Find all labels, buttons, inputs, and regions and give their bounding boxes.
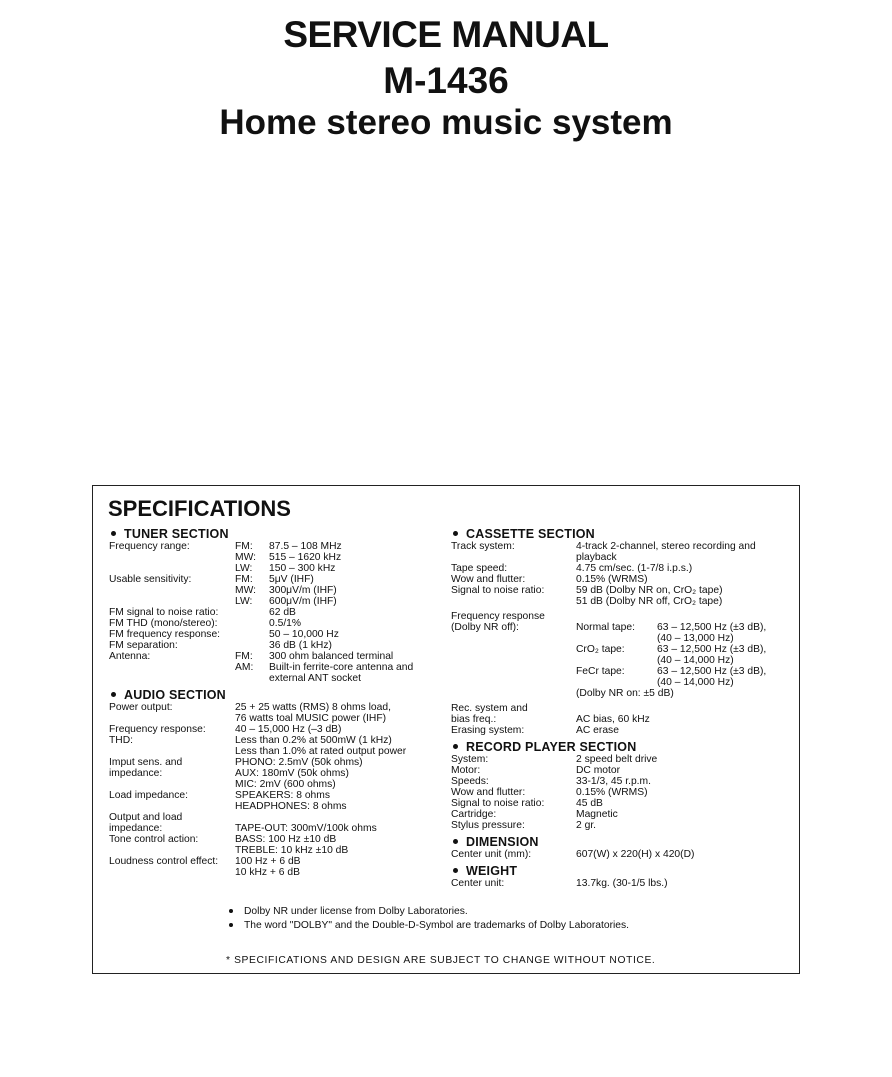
spec-row	[451, 878, 791, 889]
spec-sublabel: MW:	[235, 585, 256, 596]
spec-row	[109, 845, 439, 856]
frequency-response-list	[451, 622, 791, 688]
model-number: M-1436	[383, 60, 509, 101]
spec-row	[109, 552, 439, 563]
spec-value: playback	[576, 552, 617, 563]
spec-label: System:	[451, 754, 489, 765]
spec-label: Center unit:	[451, 878, 505, 889]
spec-row	[109, 651, 439, 662]
spec-row	[451, 655, 791, 666]
spec-label: FM frequency response:	[109, 629, 221, 640]
spec-row	[109, 673, 439, 684]
spec-label: Antenna:	[109, 651, 151, 662]
spec-row	[109, 618, 439, 629]
bullet-icon	[453, 744, 458, 749]
spec-value: 59 dB (Dolby NR on, CrO₂ tape)	[576, 585, 723, 596]
spec-value	[235, 812, 439, 823]
spec-row	[109, 823, 439, 834]
spec-value: 0.15% (WRMS)	[576, 574, 648, 585]
spec-label	[109, 779, 235, 790]
spec-label	[109, 662, 235, 673]
bullet-icon	[453, 531, 458, 536]
spec-value: 607(W) x 220(H) x 420(D)	[576, 849, 695, 860]
spec-value: SPEAKERS: 8 ohms	[235, 790, 330, 801]
spec-value: Magnetic	[576, 809, 618, 820]
tape-type-label: FeCr tape:	[576, 666, 625, 677]
spec-sublabel: MW:	[235, 552, 256, 563]
tape-type-label: CrO₂ tape:	[576, 644, 625, 655]
spec-value: 5μV (IHF)	[269, 574, 314, 585]
spec-row	[451, 585, 791, 596]
spec-row	[109, 724, 439, 735]
spec-value: 62 dB	[269, 607, 296, 618]
spec-row	[109, 541, 439, 552]
spec-label	[109, 585, 235, 596]
spec-row	[451, 776, 791, 787]
spec-row	[109, 563, 439, 574]
audio-section-heading: AUDIO SECTION	[109, 688, 439, 702]
weight-section-heading: WEIGHT	[451, 864, 791, 878]
spec-row	[451, 677, 791, 688]
spec-label: THD:	[109, 735, 134, 746]
tape-type-label: Normal tape:	[576, 622, 635, 633]
right-column	[451, 527, 791, 889]
spec-sublabel: LW:	[235, 563, 253, 574]
spec-row	[451, 541, 791, 552]
spec-label: Wow and flutter:	[451, 574, 526, 585]
spec-value: 4-track 2-channel, stereo recording and	[576, 541, 756, 552]
spec-row	[109, 574, 439, 585]
spec-label: Signal to noise ratio:	[451, 585, 545, 596]
spec-value: PHONO: 2.5mV (50k ohms)	[235, 757, 363, 768]
bullet-icon	[111, 692, 116, 697]
spec-row	[451, 688, 791, 699]
spec-value: external ANT socket	[269, 673, 361, 684]
spec-row	[451, 754, 791, 765]
spec-label	[109, 552, 235, 563]
spec-label	[109, 746, 235, 757]
spec-value: Less than 1.0% at rated output power	[235, 746, 407, 757]
record-player-section-heading: RECORD PLAYER SECTION	[451, 740, 791, 754]
spec-value: 300 ohm balanced terminal	[269, 651, 394, 662]
spec-label: Loudness control effect:	[109, 856, 219, 867]
spec-value: Built-in ferrite-core antenna and	[269, 662, 414, 673]
left-column	[109, 527, 439, 878]
spec-value: 63 – 12,500 Hz (±3 dB),	[657, 644, 767, 655]
spec-value	[576, 703, 791, 714]
spec-label: Cartridge:	[451, 809, 497, 820]
spec-value: (40 – 14,000 Hz)	[657, 655, 734, 666]
spec-label: Stylus pressure:	[451, 820, 525, 831]
spec-value: 76 watts toal MUSIC power (IHF)	[235, 713, 387, 724]
spec-row	[451, 596, 791, 607]
spec-label: FM THD (mono/stereo):	[109, 618, 218, 629]
spec-row	[109, 640, 439, 651]
spec-value: 40 – 15,000 Hz (–3 dB)	[235, 724, 342, 735]
spec-row	[451, 798, 791, 809]
spec-label: Imput sens. and	[109, 757, 183, 768]
spec-label: FM signal to noise ratio:	[109, 607, 219, 618]
spec-label: Wow and flutter:	[451, 787, 526, 798]
spec-value: AC bias, 60 kHz	[576, 714, 650, 725]
cassette-spec-list	[451, 563, 791, 607]
spec-row	[109, 607, 439, 618]
note-dolby-trademark: The word "DOLBY" and the Double-D-Symbol are trademarks of Dolby Laboratories.	[229, 920, 629, 931]
spec-row	[109, 713, 439, 724]
spec-value: 45 dB	[576, 798, 603, 809]
spec-row	[109, 746, 439, 757]
spec-value: 0.15% (WRMS)	[576, 787, 648, 798]
spec-label: Erasing system:	[451, 725, 525, 736]
spec-row	[109, 834, 439, 845]
spec-row	[109, 735, 439, 746]
spec-value: 4.75 cm/sec. (1-7/8 i.p.s.)	[576, 563, 693, 574]
specifications-box	[92, 485, 800, 974]
spec-label	[109, 845, 235, 856]
spec-label: FM separation:	[109, 640, 178, 651]
spec-value: (Dolby NR on: ±5 dB)	[576, 688, 674, 699]
spec-label: Signal to noise ratio:	[451, 798, 545, 809]
tuner-spec-list	[109, 541, 439, 684]
spec-row	[451, 633, 791, 644]
manual-title: SERVICE MANUAL	[283, 14, 609, 55]
product-description: Home stereo music system	[219, 103, 673, 142]
spec-row	[109, 757, 439, 768]
spec-row	[451, 714, 791, 725]
spec-row	[109, 629, 439, 640]
spec-row	[451, 644, 791, 655]
spec-row	[451, 563, 791, 574]
spec-value: 600μV/m (IHF)	[269, 596, 337, 607]
bullet-icon	[229, 909, 233, 913]
spec-label: impedance:	[109, 768, 163, 779]
spec-label: (Dolby NR off):	[451, 622, 519, 633]
spec-value: BASS: 100 Hz ±10 dB	[235, 834, 337, 845]
spec-value: DC motor	[576, 765, 621, 776]
spec-value: 0.5/1%	[269, 618, 302, 629]
spec-row	[109, 812, 439, 823]
spec-row	[451, 725, 791, 736]
spec-label	[109, 801, 235, 812]
spec-value: HEADPHONES: 8 ohms	[235, 801, 347, 812]
spec-row	[109, 768, 439, 779]
spec-row	[109, 596, 439, 607]
spec-label: impedance:	[109, 823, 163, 834]
spec-value: MIC: 2mV (600 ohms)	[235, 779, 336, 790]
spec-label: Load impedance:	[109, 790, 189, 801]
spec-value: Less than 0.2% at 500mW (1 kHz)	[235, 735, 392, 746]
spec-row	[109, 585, 439, 596]
spec-label: Output and load	[109, 812, 183, 823]
spec-value: 300μV/m (IHF)	[269, 585, 337, 596]
specifications-title: SPECIFICATIONS	[108, 496, 291, 521]
spec-value: 10 kHz + 6 dB	[235, 867, 300, 878]
spec-label: Usable sensitivity:	[109, 574, 192, 585]
spec-label: Frequency response:	[109, 724, 206, 735]
spec-row	[451, 787, 791, 798]
bullet-icon	[111, 531, 116, 536]
spec-row	[451, 574, 791, 585]
spec-label	[109, 867, 235, 878]
spec-row	[451, 552, 791, 563]
spec-label	[451, 596, 576, 607]
spec-value: 2 speed belt drive	[576, 754, 658, 765]
spec-row	[109, 801, 439, 812]
spec-value: AC erase	[576, 725, 619, 736]
spec-row	[451, 820, 791, 831]
spec-value: 515 – 1620 kHz	[269, 552, 342, 563]
cassette-section-heading: CASSETTE SECTION	[451, 527, 791, 541]
spec-value: 63 – 12,500 Hz (±3 dB),	[657, 666, 767, 677]
cassette-spec-list-2	[451, 703, 791, 736]
spec-label: Tape speed:	[451, 563, 508, 574]
spec-label: Motor:	[451, 765, 481, 776]
spec-value: TAPE-OUT: 300mV/100k ohms	[235, 823, 377, 834]
spec-label: Tone control action:	[109, 834, 199, 845]
spec-label: Speeds:	[451, 776, 489, 787]
spec-label	[109, 673, 235, 684]
spec-value: (40 – 13,000 Hz)	[657, 633, 734, 644]
spec-row	[109, 702, 439, 713]
spec-value: 25 + 25 watts (RMS) 8 ohms load,	[235, 702, 391, 713]
spec-row	[451, 611, 791, 622]
disclaimer: * SPECIFICATIONS AND DESIGN ARE SUBJECT TO CHANGE WITHOUT NOTICE.	[226, 955, 656, 966]
spec-value: 51 dB (Dolby NR off, CrO₂ tape)	[576, 596, 723, 607]
spec-value: 100 Hz + 6 dB	[235, 856, 301, 867]
spec-label: Center unit (mm):	[451, 849, 532, 860]
spec-row	[109, 662, 439, 673]
spec-value: 150 – 300 kHz	[269, 563, 336, 574]
spec-value: 36 dB (1 kHz)	[269, 640, 332, 651]
spec-label: Power output:	[109, 702, 173, 713]
spec-value: 63 – 12,500 Hz (±3 dB),	[657, 622, 767, 633]
spec-value: 2 gr.	[576, 820, 597, 831]
spec-row	[109, 779, 439, 790]
spec-row	[451, 666, 791, 677]
spec-row	[109, 856, 439, 867]
bullet-icon	[453, 868, 458, 873]
spec-sublabel: LW:	[235, 596, 253, 607]
spec-label	[109, 596, 235, 607]
spec-value: 87.5 – 108 MHz	[269, 541, 342, 552]
spec-value: (40 – 14,000 Hz)	[657, 677, 734, 688]
audio-spec-list	[109, 702, 439, 878]
spec-label: bias freq.:	[451, 714, 497, 725]
spec-label: Frequency response	[451, 611, 545, 622]
spec-row	[109, 867, 439, 878]
spec-row	[451, 809, 791, 820]
spec-value: AUX: 180mV (50k ohms)	[235, 768, 349, 779]
spec-row	[451, 849, 791, 860]
spec-label	[109, 563, 235, 574]
spec-sublabel: FM:	[235, 574, 253, 585]
spec-row	[451, 703, 791, 714]
spec-row	[451, 765, 791, 776]
bullet-icon	[229, 923, 233, 927]
tuner-section-heading: TUNER SECTION	[109, 527, 439, 541]
spec-value: 33-1/3, 45 r.p.m.	[576, 776, 651, 787]
spec-label	[109, 713, 235, 724]
bullet-icon	[453, 839, 458, 844]
spec-label: Rec. system and	[451, 703, 528, 714]
spec-label: Track system:	[451, 541, 515, 552]
spec-label: Frequency range:	[109, 541, 190, 552]
spec-sublabel: FM:	[235, 651, 253, 662]
spec-sublabel: AM:	[235, 662, 254, 673]
spec-value: 50 – 10,000 Hz	[269, 629, 339, 640]
note-dolby-license: Dolby NR under license from Dolby Laboratories.	[229, 906, 468, 917]
spec-row	[451, 622, 791, 633]
spec-sublabel: FM:	[235, 541, 253, 552]
record-player-spec-list	[451, 754, 791, 831]
spec-value: TREBLE: 10 kHz ±10 dB	[235, 845, 349, 856]
dimension-section-heading: DIMENSION	[451, 835, 791, 849]
spec-row	[109, 790, 439, 801]
spec-value: 13.7kg. (30-1/5 lbs.)	[576, 878, 668, 889]
